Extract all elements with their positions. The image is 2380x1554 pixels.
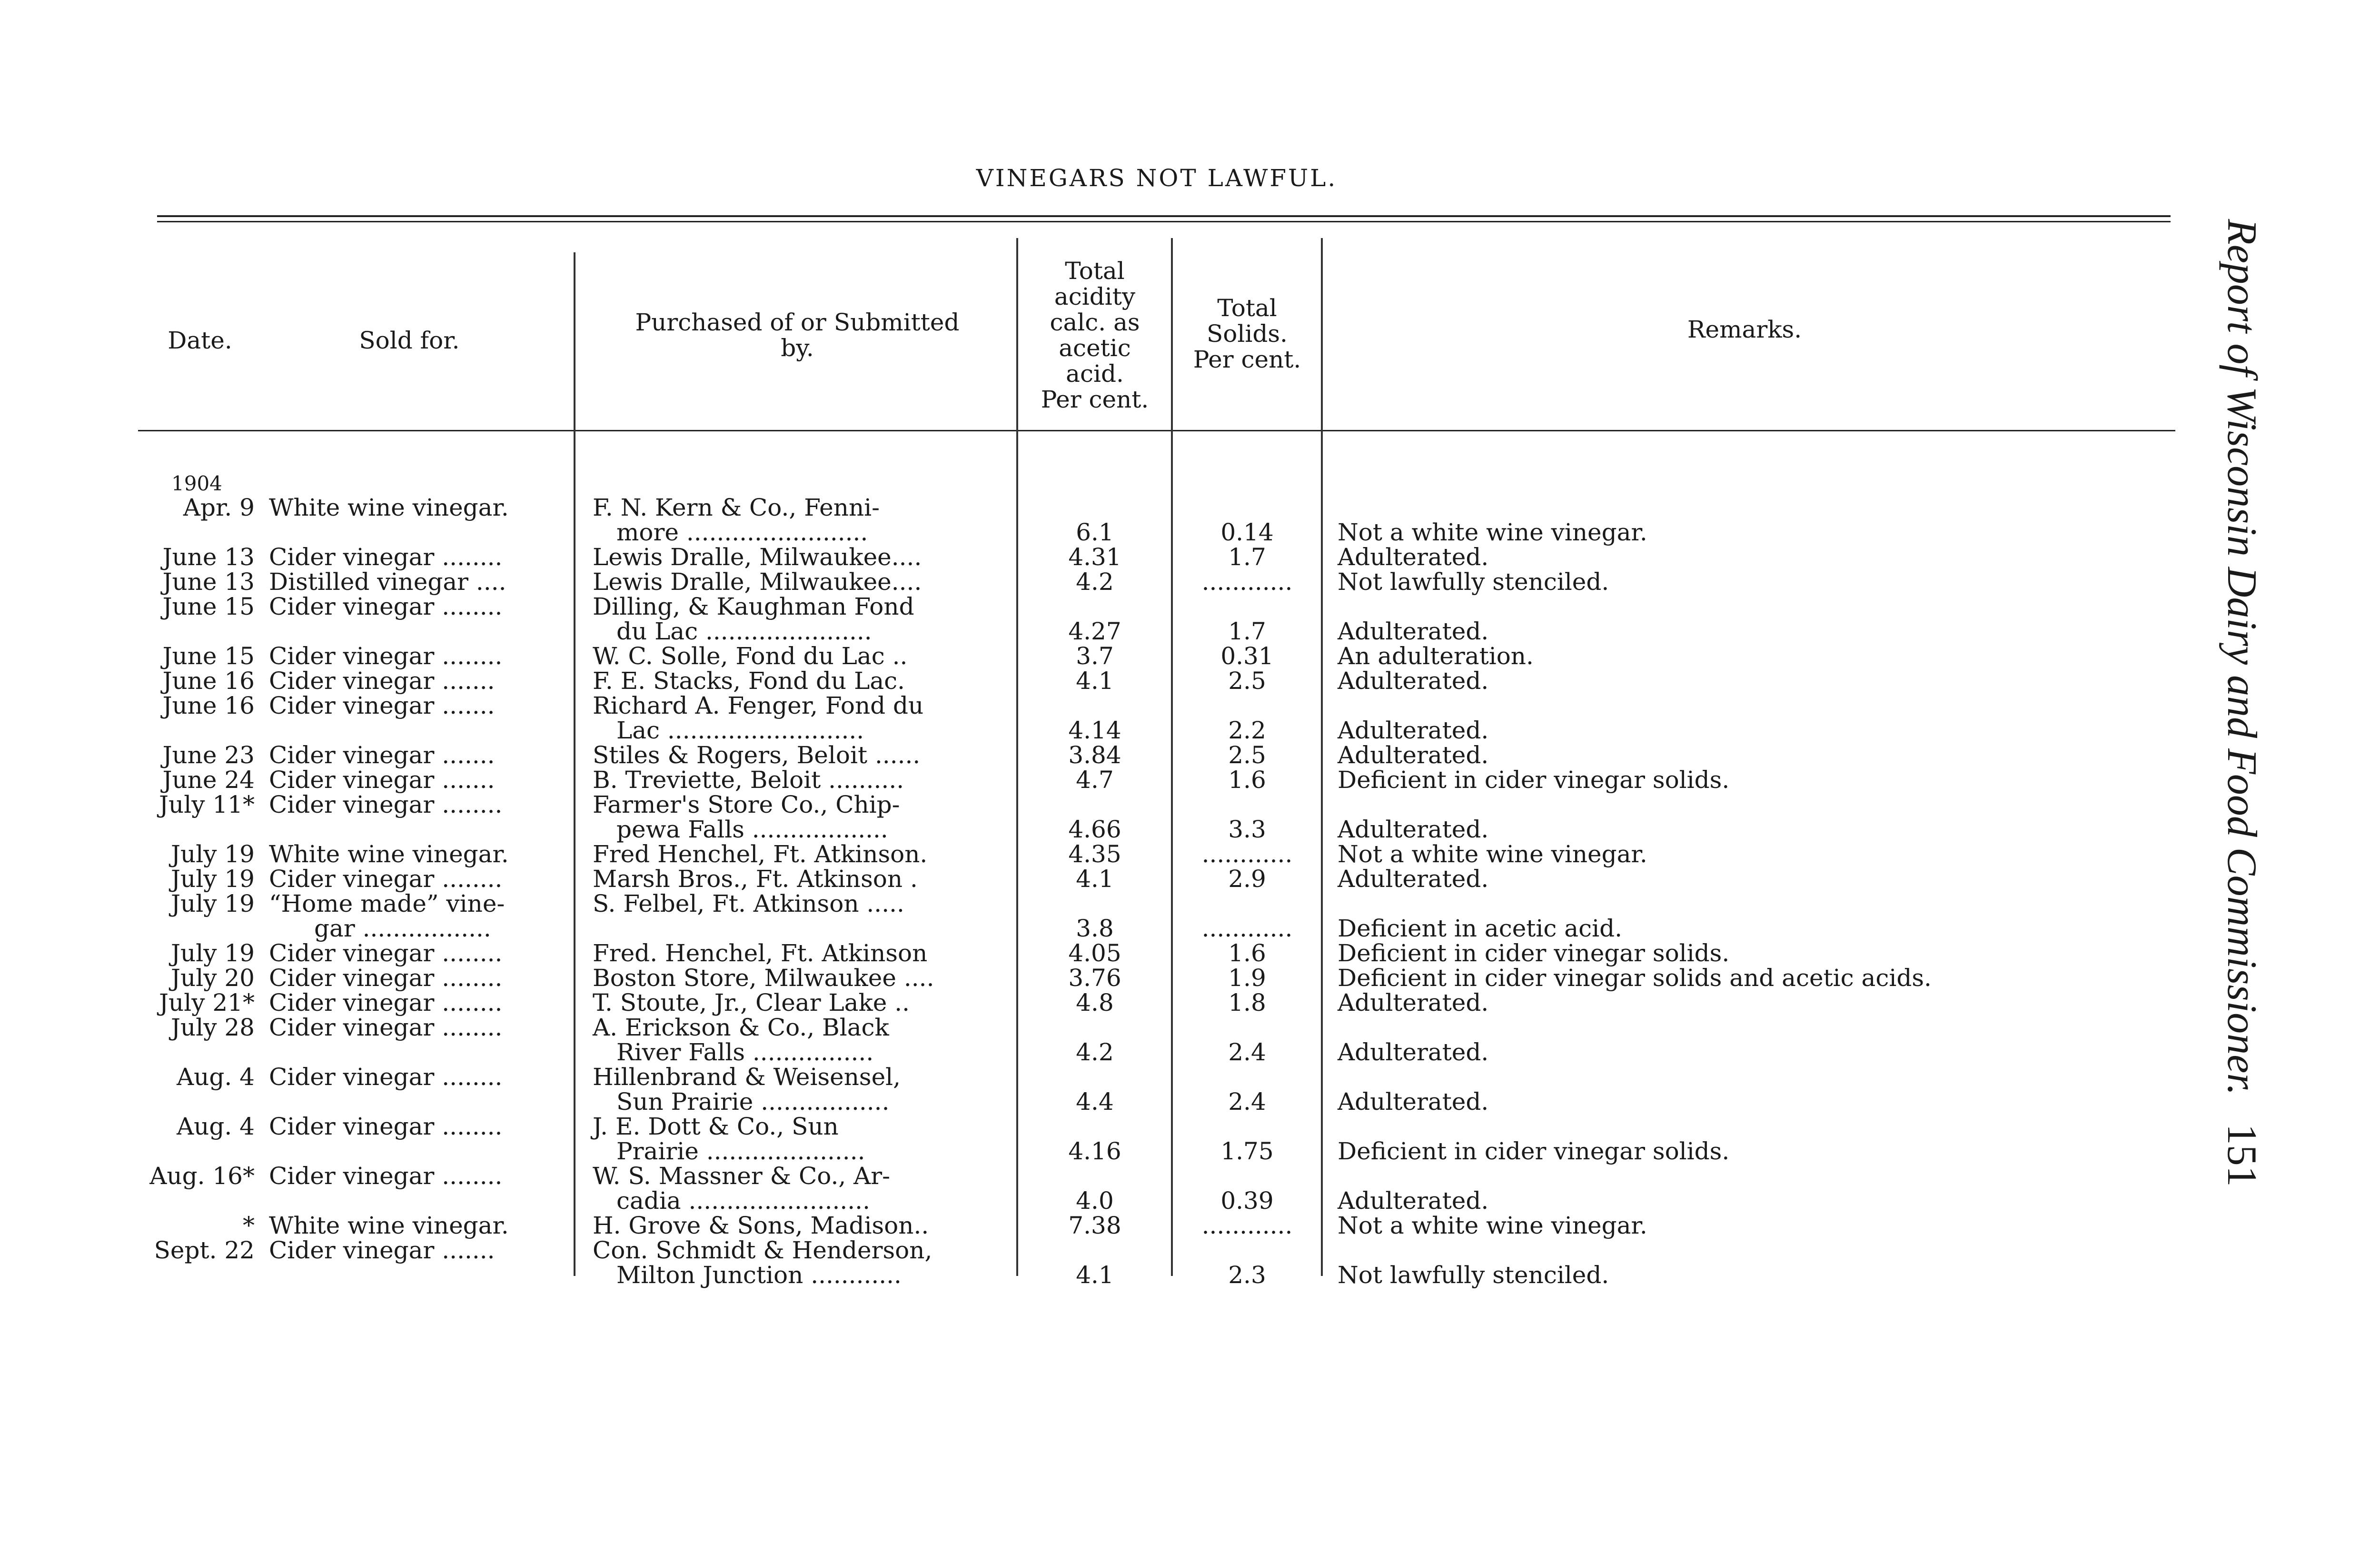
header-purchased-line1: Purchased of or Submitted [635,309,960,336]
row-sold-for: Cider vinegar ....... [269,667,495,695]
row-date: Aug. 16* [149,1162,255,1190]
row-solids: 1.9 [1228,964,1266,992]
row-date: June 16 [162,667,255,695]
row-remarks: Deficient in cider vinegar solids. [1338,939,1730,967]
row-solids: ............ [1201,568,1293,596]
row-date: July 19 [170,890,255,917]
row-date: Aug. 4 [177,1063,255,1091]
row-acidity: 4.1 [1076,865,1114,893]
row-acidity: 4.05 [1068,939,1121,967]
row-remarks: Adulterated. [1338,865,1489,893]
header-acidity-line1: Total [1065,257,1125,285]
row-purchased: Milton Junction ............ [616,1261,902,1289]
row-sold-for: Cider vinegar ........ [269,593,503,620]
row-date: June 15 [162,642,255,670]
row-purchased: S. Felbel, Ft. Atkinson ..... [593,890,904,917]
row-purchased: Lewis Dralle, Milwaukee.... [593,543,922,571]
row-purchased: B. Treviette, Beloit .......... [593,766,904,794]
row-date: July 19 [170,939,255,967]
header-purchased [578,309,1016,361]
row-acidity: 4.4 [1076,1088,1114,1116]
row-purchased: Con. Schmidt & Henderson, [593,1236,932,1264]
row-purchased: Lewis Dralle, Milwaukee.... [593,568,922,596]
row-sold-for: Cider vinegar ........ [269,1113,503,1140]
row-purchased: Lac .......................... [616,717,864,744]
row-remarks: Deficient in cider vinegar solids. [1338,1137,1730,1165]
header-solids-line3: Per cent. [1193,346,1301,373]
row-sold-for: Cider vinegar ........ [269,865,503,893]
header-purchased-line2: by. [781,334,814,362]
row-purchased: cadia ........................ [616,1187,870,1215]
row-acidity: 4.1 [1076,667,1114,695]
top-rule-2 [157,221,2171,222]
row-acidity: 4.1 [1076,1261,1114,1289]
row-acidity: 4.2 [1076,1038,1114,1066]
row-purchased: more ........................ [616,518,868,546]
row-remarks: Adulterated. [1338,1088,1489,1116]
row-acidity: 4.16 [1068,1137,1121,1165]
row-date: June 23 [162,741,255,769]
row-remarks: Not a white wine vinegar. [1338,518,1647,546]
top-rule [157,215,2171,217]
row-remarks: Adulterated. [1338,1187,1489,1215]
col-sep-1 [574,252,575,1276]
row-solids: 2.9 [1228,865,1266,893]
header-acidity-line2: acidity [1054,283,1136,310]
row-remarks: Not lawfully stenciled. [1338,1261,1609,1289]
row-remarks: Adulterated. [1338,618,1489,645]
header-remarks: Remarks. [1687,316,1802,343]
row-purchased: River Falls ................ [616,1038,874,1066]
header-solids-line2: Solids. [1207,320,1288,348]
col-sep-2 [1016,238,1018,1276]
row-date: Apr. 9 [183,494,255,521]
row-solids: 2.4 [1228,1088,1266,1116]
row-purchased: Fred. Henchel, Ft. Atkinson [593,939,928,967]
header-solids [1173,295,1321,372]
row-acidity: 4.31 [1068,543,1121,571]
header-acidity-line6: Per cent. [1041,386,1149,413]
row-solids: 1.7 [1228,543,1266,571]
row-remarks: Not a white wine vinegar. [1338,840,1647,868]
row-date: Sept. 22 [154,1236,255,1264]
row-purchased: T. Stoute, Jr., Clear Lake .. [593,989,910,1016]
row-solids: ............ [1201,1212,1293,1239]
row-purchased: Farmer's Store Co., Chip- [593,791,900,818]
row-date: July 21* [159,989,255,1016]
row-solids: 2.3 [1228,1261,1266,1289]
header-date: Date. [168,327,232,354]
header-sold-for: Sold for. [359,327,460,354]
row-acidity: 4.0 [1076,1187,1114,1215]
row-sold-for: Cider vinegar ........ [269,791,503,818]
row-date: June 24 [162,766,255,794]
row-purchased: Hillenbrand & Weisensel, [593,1063,901,1091]
row-acidity: 3.84 [1068,741,1121,769]
row-remarks: Not lawfully stenciled. [1338,568,1609,596]
row-sold-for: Cider vinegar ........ [269,939,503,967]
row-acidity: 4.14 [1068,717,1121,744]
row-sold-for: Cider vinegar ........ [269,1162,503,1190]
row-acidity: 4.35 [1068,840,1121,868]
row-purchased: Fred Henchel, Ft. Atkinson. [593,840,928,868]
row-purchased: W. S. Massner & Co., Ar- [593,1162,891,1190]
page-title: VINEGARS NOT LAWFUL. [976,164,1338,192]
row-date: June 13 [162,568,255,596]
row-acidity: 4.27 [1068,618,1121,645]
row-sold-for: White wine vinegar. [269,840,509,868]
row-remarks: Adulterated. [1338,717,1489,744]
row-date: Aug. 4 [177,1113,255,1140]
row-sold-for: “Home made” vine- [269,890,505,917]
header-acidity-line3: calc. as [1050,309,1140,336]
row-sold-for: gar ................. [314,915,491,942]
row-date: July 19 [170,865,255,893]
row-solids: 1.6 [1228,766,1266,794]
row-acidity: 4.7 [1076,766,1114,794]
row-acidity: 3.8 [1076,915,1114,942]
row-purchased: Sun Prairie ................. [616,1088,890,1116]
row-remarks: Not a white wine vinegar. [1338,1212,1647,1239]
row-acidity: 7.38 [1068,1212,1121,1239]
header-acidity-line4: acetic [1059,334,1131,362]
row-sold-for: Cider vinegar ........ [269,1014,503,1041]
row-sold-for: Cider vinegar ....... [269,1236,495,1264]
row-acidity: 4.8 [1076,989,1114,1016]
col-sep-3 [1171,238,1173,1276]
row-acidity: 4.2 [1076,568,1114,596]
row-purchased: Dilling, & Kaughman Fond [593,593,914,620]
row-date: July 19 [170,840,255,868]
row-sold-for: White wine vinegar. [269,494,509,521]
row-purchased: du Lac ...................... [616,618,872,645]
row-purchased: Marsh Bros., Ft. Atkinson . [593,865,918,893]
row-solids: 2.2 [1228,717,1266,744]
row-solids: 3.3 [1228,816,1266,843]
header-acidity [1019,258,1171,412]
row-solids: 1.8 [1228,989,1266,1016]
row-sold-for: Cider vinegar ....... [269,692,495,719]
row-solids: 1.75 [1220,1137,1274,1165]
col-sep-4 [1321,238,1323,1276]
row-purchased: Richard A. Fenger, Fond du [593,692,924,719]
row-solids: 2.4 [1228,1038,1266,1066]
page-number: 151 [2219,1124,2265,1187]
row-solids: 1.6 [1228,939,1266,967]
row-purchased: pewa Falls .................. [616,816,888,843]
row-date: July 11* [159,791,255,818]
row-sold-for: Cider vinegar ........ [269,964,503,992]
row-date: June 16 [162,692,255,719]
row-remarks: An adulteration. [1338,642,1534,670]
row-sold-for: Cider vinegar ........ [269,642,503,670]
row-sold-for: Cider vinegar ........ [269,1063,503,1091]
row-purchased: Boston Store, Milwaukee .... [593,964,934,992]
row-solids: 0.14 [1220,518,1274,546]
row-purchased: F. N. Kern & Co., Fenni- [593,494,880,521]
side-title-text: Report of Wisconsin Dairy and Food Commissioner. [2219,219,2265,1096]
row-purchased: W. C. Solle, Fond du Lac .. [593,642,908,670]
header-solids-line1: Total [1217,294,1277,322]
row-acidity: 3.7 [1076,642,1114,670]
row-remarks: Deficient in cider vinegar solids. [1338,766,1730,794]
row-remarks: Adulterated. [1338,816,1489,843]
row-date: July 20 [170,964,255,992]
row-sold-for: White wine vinegar. [269,1212,509,1239]
row-solids: 2.5 [1228,667,1266,695]
row-date: June 15 [162,593,255,620]
row-solids: 0.31 [1220,642,1274,670]
row-sold-for: Cider vinegar ....... [269,741,495,769]
row-acidity: 3.76 [1068,964,1121,992]
row-remarks: Deficient in cider vinegar solids and acetic acids. [1338,964,1932,992]
row-remarks: Adulterated. [1338,667,1489,695]
row-solids: 2.5 [1228,741,1266,769]
row-remarks: Deficient in acetic acid. [1338,915,1622,942]
row-sold-for: Cider vinegar ........ [269,543,503,571]
header-acidity-line5: acid. [1066,360,1124,388]
row-purchased: Prairie ..................... [616,1137,865,1165]
row-purchased: A. Erickson & Co., Black [593,1014,889,1041]
row-remarks: Adulterated. [1338,989,1489,1016]
header-rule [138,430,2175,431]
row-solids: ............ [1201,915,1293,942]
row-sold-for: Cider vinegar ........ [269,989,503,1016]
row-date: June 13 [162,543,255,571]
row-date: July 28 [170,1014,255,1041]
row-solids: 0.39 [1220,1187,1274,1215]
year-label: 1904 [171,472,222,495]
row-solids: ............ [1201,840,1293,868]
row-purchased: Stiles & Rogers, Beloit ...... [593,741,921,769]
row-acidity: 6.1 [1076,518,1114,546]
row-date: * [243,1212,255,1239]
row-remarks: Adulterated. [1338,1038,1489,1066]
row-sold-for: Cider vinegar ....... [269,766,495,794]
row-sold-for: Distilled vinegar .... [269,568,506,596]
side-title [2218,219,2266,1187]
row-purchased: F. E. Stacks, Fond du Lac. [593,667,905,695]
row-remarks: Adulterated. [1338,741,1489,769]
row-acidity: 4.66 [1068,816,1121,843]
row-remarks: Adulterated. [1338,543,1489,571]
row-purchased: J. E. Dott & Co., Sun [593,1113,839,1140]
row-solids: 1.7 [1228,618,1266,645]
row-purchased: H. Grove & Sons, Madison.. [593,1212,929,1239]
